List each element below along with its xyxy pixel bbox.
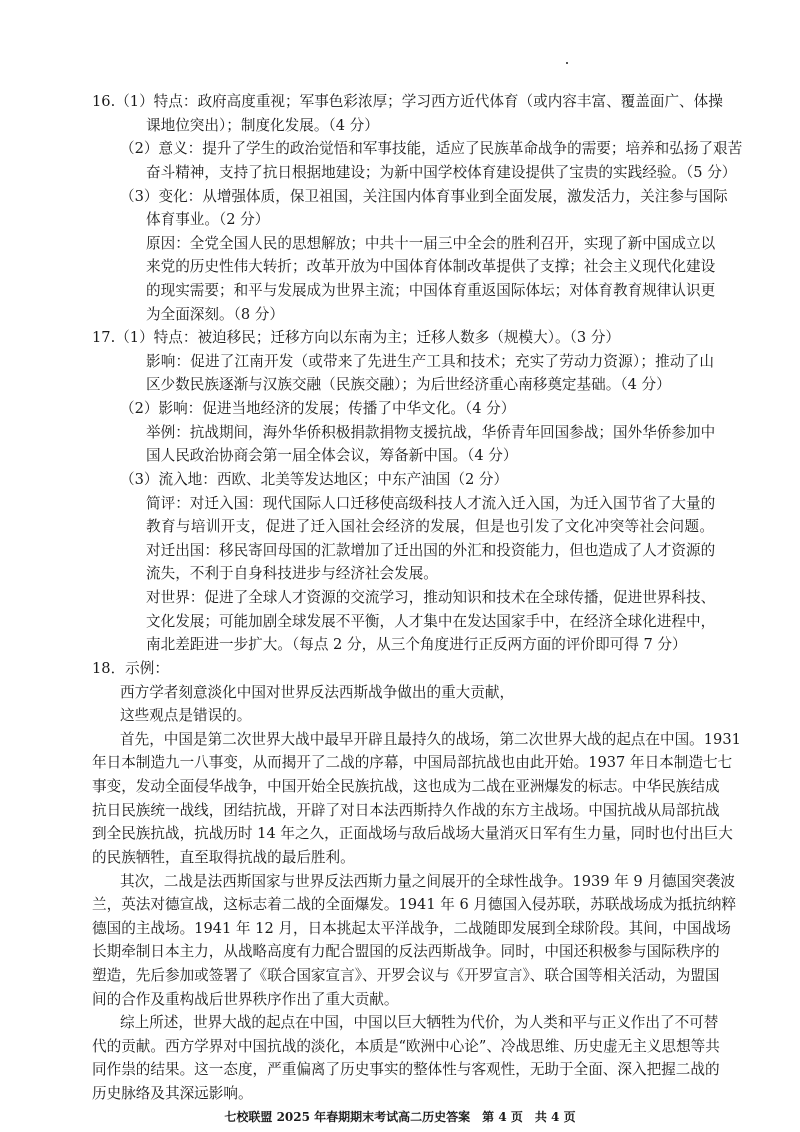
q17-line-9: 教育与培训开支，促进了迁入国社会经济的发展，但是也引发了文化冲突等社会问题。 bbox=[146, 518, 714, 535]
q16-line-1: 16.（1）特点：政府高度重视；军事色彩浓厚；学习西方近代体育（或内容丰富、覆盖面广、体操 bbox=[92, 93, 723, 110]
q17-line-14: 南北差距进一步扩大。（每点 2 分，从三个角度进行正反两方面的评价即可得 7 分） bbox=[146, 636, 687, 653]
q16-line-7: 原因：全党全国人民的思想解放；中共十一届三中全会的胜利召开，实现了新中国成立以 bbox=[146, 235, 716, 252]
q17-line-12: 对世界：促进了全球人才资源的交流学习，推动知识和技术在全球传播，促进世界科技、 bbox=[146, 589, 716, 606]
q17-line-6: 国人民政治协商会第一届全体会议，筹备新中国。（4 分） bbox=[146, 447, 518, 464]
q18-heading: 18．示例： bbox=[92, 660, 169, 677]
q17-line-2: 影响：促进了江南开发（或带来了先进生产工具和技术；充实了劳动力资源）；推动了山 bbox=[146, 353, 714, 370]
q16-line-2: 课地位突出）；制度化发展。（4 分） bbox=[146, 117, 379, 134]
q18-thesis-2: 这些观点是错误的。 bbox=[120, 707, 252, 724]
q17-line-13: 文化发展；可能加剧全球发展不平衡，人才集中在发达国家手中，在经济全球化进程中， bbox=[146, 613, 716, 630]
q17-line-10: 对迁出国：移民寄回母国的汇款增加了迁出国的外汇和投资能力，但也造成了人才资源的 bbox=[146, 542, 716, 559]
q17-line-5: 举例：抗战期间，海外华侨积极捐款捐物支援抗战，华侨青年回国参战；国外华侨参加中 bbox=[146, 424, 716, 441]
q16-line-8: 来党的历史性伟大转折；改革开放为中国体育体制改革提供了支撑；社会主义现代化建设 bbox=[146, 258, 716, 275]
q17-line-11: 流失，不利于自身科技进步与经济社会发展。 bbox=[146, 565, 438, 582]
q18-para1-line-4: 抗日民族统一战线，团结抗战，开辟了对日本法西斯持久作战的东方主战场。中国抗战从局部抗战 bbox=[92, 802, 720, 819]
q16-line-4: 奋斗精神，支持了抗日根据地建设；为新中国学校体育建设提供了宝贵的实践经验。（5 分） bbox=[146, 164, 737, 181]
q18-para2-line-2: 兰，英法对德宣战，这标志着二战的全面爆发。1941 年 6 月德国入侵苏联，苏联战场成为抵抗纳粹 bbox=[92, 896, 737, 913]
q18-para1-line-6: 的民族牺牲，直至取得抗战的最后胜利。 bbox=[92, 849, 355, 866]
q18-para3-line-3: 同作祟的结果。这一态度，严重偏离了历史事实的整体性与客观性，无助于全面、深入把握二战的 bbox=[92, 1061, 720, 1078]
q18-para2-line-1: 其次，二战是法西斯国家与世界反法西斯力量之间展开的全球性战争。1939 年 9 月德国突袭波 bbox=[120, 873, 735, 890]
q18-para1-line-3: 事变，发动全面侵华战争，中国开始全民族抗战，这也成为二战在亚洲爆发的标志。中华民族结成 bbox=[92, 778, 720, 795]
q18-para1-line-5: 到全民族抗战，抗战历时 14 年之久，正面战场与敌后战场大量消灭日军有生力量，同时也付出巨大 bbox=[92, 825, 733, 842]
scan-speck bbox=[566, 62, 568, 64]
q18-para1-line-1: 首先，中国是第二次世界大战中最早开辟且最持久的战场，第二次世界大战的起点在中国。1931 bbox=[120, 731, 741, 748]
q16-line-3: （2）意义：提升了学生的政治觉悟和军事技能，适应了民族革命战争的需要；培养和弘扬了艰苦 bbox=[120, 140, 743, 157]
q16-line-10: 为全面深刻。（8 分） bbox=[146, 306, 284, 323]
q17-line-4: （2）影响：促进当地经济的发展；传播了中华文化。（4 分） bbox=[120, 400, 516, 417]
q16-line-9: 的现实需要；和平与发展成为世界主流；中国体育重返国际体坛；对体育教育规律认识更 bbox=[146, 282, 716, 299]
q17-line-8: 简评：对迁入国：现代国际人口迁移使高级科技人才流入迁入国，为迁入国节省了大量的 bbox=[146, 495, 716, 512]
q18-para2-line-4: 长期牵制日本主力，从战略高度有力配合盟国的反法西斯战争。同时，中国还积极参与国际秩序的 bbox=[92, 943, 720, 960]
q18-para3-line-2: 代的贡献。西方学界对中国抗战的淡化，本质是“欧洲中心论”、冷战思维、历史虚无主义思想等共 bbox=[92, 1038, 720, 1055]
q18-para3-line-4: 历史脉络及其深远影响。 bbox=[92, 1085, 253, 1102]
q18-para2-line-5: 塑造，先后参加或签署了《联合国家宣言》、开罗会议与《开罗宣言》、联合国等相关活动，为盟国 bbox=[92, 967, 720, 984]
q18-para2-line-3: 德国的主战场。1941 年 12 月，日本挑起太平洋战争，二战随即发展到全球阶段。其间，中国战场 bbox=[92, 920, 731, 937]
q17-line-7: （3）流入地：西欧、北美等发达地区；中东产油国（2 分） bbox=[120, 471, 509, 488]
q16-line-5: （3）变化：从增强体质，保卫祖国，关注国内体育事业到全面发展，激发活力，关注参与国际 bbox=[120, 188, 728, 205]
q18-para1-line-2: 年日本制造九一八事变，从而揭开了二战的序幕，中国局部抗战也由此开始。1937 年日本制造七七 bbox=[92, 754, 733, 771]
q18-thesis-1: 西方学者刻意淡化中国对世界反法西斯战争做出的重大贡献， bbox=[120, 684, 515, 701]
q17-line-3: 区少数民族逐渐与汉族交融（民族交融）；为后世经济重心南移奠定基础。（4 分） bbox=[146, 376, 671, 393]
q18-para2-line-6: 间的合作及重构战后世界秩序作出了重大贡献。 bbox=[92, 991, 399, 1008]
q17-line-1: 17.（1）特点：被迫移民；迁移方向以东南为主；迁移人数多（规模大）。（3 分） bbox=[92, 329, 621, 346]
q16-line-6: 体育事业。（2 分） bbox=[146, 211, 270, 228]
page-footer: 七校联盟 2025 年春期期末考试高二历史答案 第 4 页 共 4 页 bbox=[224, 1110, 576, 1124]
q18-para3-line-1: 综上所述，世界大战的起点在中国，中国以巨大牺牲为代价，为人类和平与正义作出了不可替 bbox=[120, 1014, 719, 1031]
